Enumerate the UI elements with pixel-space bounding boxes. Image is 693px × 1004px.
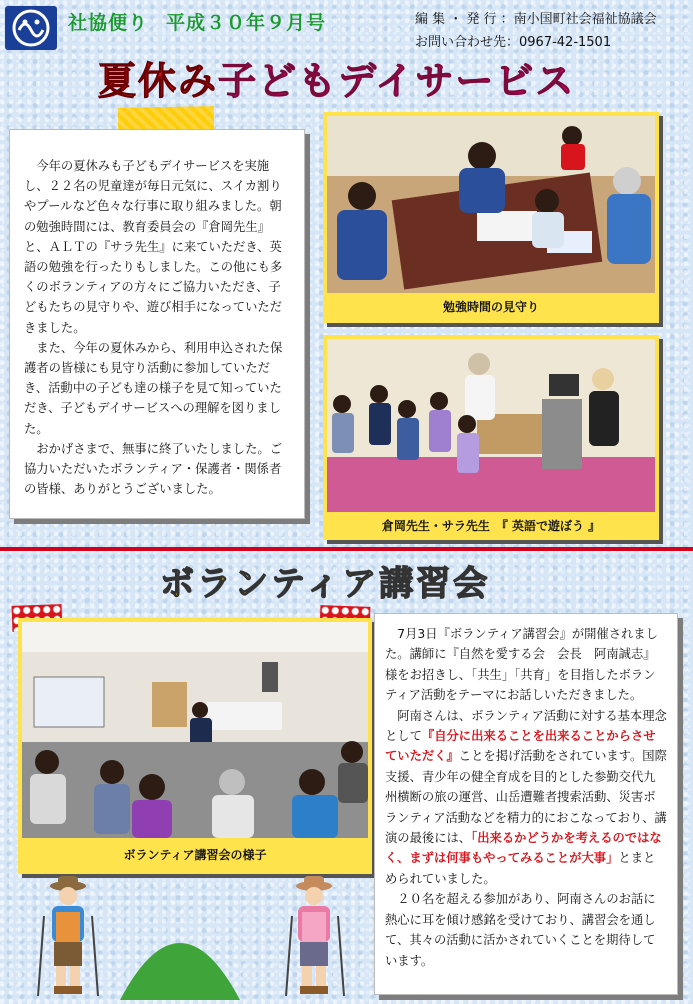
volunteer-seminar-photo [18, 618, 372, 874]
p2-text: ことを掲げ活動をされています。国際支援、青少年の健全育成を目的とした参勤交代九州横断の旅の運営、山岳遭難者捜索活動、災害ボランティア活動などを精力的におこなっており、講演の最後には、 [385, 749, 667, 846]
series-name: 社協便り [68, 12, 149, 34]
section1-paragraph: おかげさまで、無事に終了いたしました。ご協力いただいたボランティア・保護者・関係者の皆様、ありがとうございました。 [24, 441, 282, 497]
p2-emphasis: 「出来るかどうかを考えるのではなく、まずは何事もやってみることが大事」 [385, 831, 662, 866]
english-play-photo-caption: 倉岡先生・サラ先生 『 英語で遊ぼう 』 [381, 519, 601, 533]
study-time-photo-image [327, 116, 655, 293]
newsletter-title [68, 8, 326, 35]
section1-paragraph: また、今年の夏休みから、利用申込された保護者の皆様にも見守り活動に参加していただき、活動中の子ども達の様子を見て知っていただき、子どもデイサービスへの理解を図りました。 [24, 340, 283, 436]
volunteer-seminar-photo-image [22, 622, 368, 838]
study-time-photo [323, 112, 659, 323]
section-divider [0, 547, 693, 551]
section2-title: ボランティア講習会 [160, 564, 491, 604]
section2-paragraph-3: ２０名を超える参加があり、阿南さんのお話に熱心に耳を傾け感銘を受けており、講習会を通して、其々の活動に活かされていくことを期待しています。 [385, 892, 656, 968]
section1-paragraph: 今年の夏休みも子どもデイサービスを実施し、２２名の児童達が毎日元気に、スイカ割りやプールなど色々な行事に取り組みました。朝の勉強時間には、教育委員会の『倉岡先生』と、ＡＬＴの『サラ先生』に来ていただき、英語の勉強を行ったりもしました。この他にも多くのボランティアの方々にご協力いただき、子どもたちの見守りや、遊び相手になっていただきました。 [24, 159, 283, 335]
p2-text: 阿南さんは、ボランティア活動に対する基本理念として [385, 708, 667, 744]
section1-title-part-b: 子どもデイサービス [218, 59, 576, 103]
section2-paragraph-2 [385, 706, 667, 890]
p2-emphasis: 『自分に出来ることを出来ることからさせていただく』 [385, 729, 656, 764]
p2-text: とまとめられていました。 [385, 851, 656, 886]
section2-paragraph-1: 7月3日『ボランティア講習会』が開催されました。講師に『自然を愛する会 会長 阿南誠志』様をお招きし、「共生」「共育」を目指したボランティア活動をテーマにお話しいただきました。 [385, 627, 658, 703]
section1-title-part-a: 夏休み [98, 59, 219, 103]
section2-article [374, 613, 678, 995]
english-play-photo [323, 335, 659, 540]
hiker-illustration [30, 876, 350, 1000]
volunteer-seminar-photo-caption: ボランティア講習会の様子 [123, 848, 267, 862]
section1-article [9, 129, 305, 519]
contact-info: お問い合わせ先：0967-42-1501 [415, 35, 612, 50]
hiker-icon [286, 876, 344, 996]
section1-title [98, 50, 575, 105]
issue-date: 平成３０年９月号 [166, 12, 327, 34]
council-logo-icon [5, 6, 57, 50]
english-play-photo-image [327, 339, 655, 512]
hiker-icon [38, 876, 98, 996]
study-time-photo-caption: 勉強時間の見守り [442, 300, 539, 314]
mountain-icon [120, 943, 240, 1000]
publisher-info: 編 集 ・ 発 行 ：南小国町社会福祉協議会 [415, 12, 657, 27]
